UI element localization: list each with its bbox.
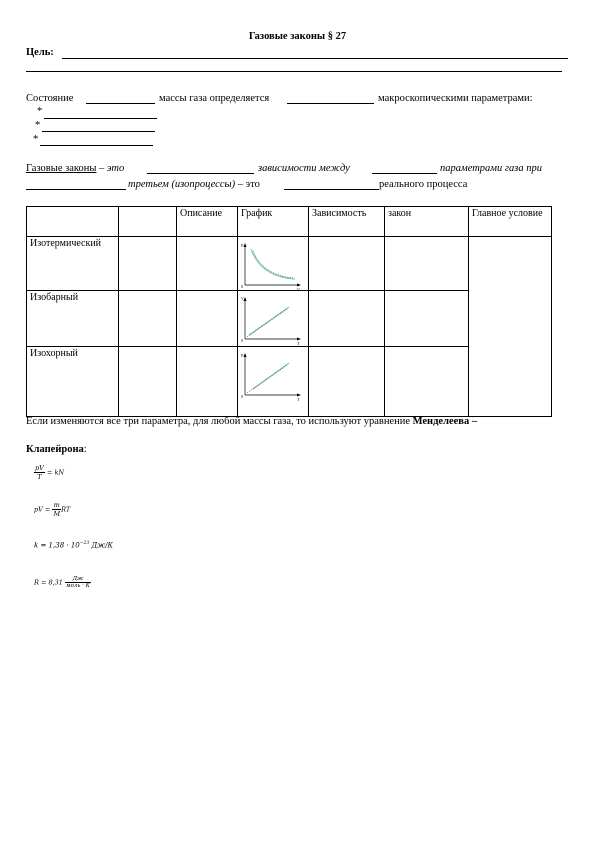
f1-numerator: pV bbox=[35, 464, 44, 472]
table-cell bbox=[177, 237, 238, 291]
state-text-2: массы газа определяется bbox=[159, 93, 270, 104]
row-name-isochoric: Изохорный bbox=[27, 347, 119, 417]
isotherm-curve bbox=[251, 249, 295, 279]
isoprocess-table bbox=[26, 206, 552, 417]
f3-exponent: −23 bbox=[79, 541, 90, 546]
bullet-2: * bbox=[35, 120, 41, 131]
state-text-3: макроскопическими параметрами: bbox=[378, 93, 533, 104]
laws-line-2 bbox=[128, 179, 260, 190]
isotherm-graph bbox=[241, 241, 305, 292]
table-cell bbox=[385, 237, 469, 291]
header-cell-dependency: Зависимость bbox=[309, 207, 385, 237]
goal-blank-1 bbox=[62, 58, 568, 59]
table-cell bbox=[385, 347, 469, 417]
state-blank-1 bbox=[86, 103, 155, 104]
conclusion-bold-2: Клапейрона bbox=[26, 444, 84, 455]
origin-label: 0 bbox=[241, 284, 243, 289]
laws-blank-1 bbox=[147, 173, 254, 174]
formula-1 bbox=[34, 464, 64, 481]
conclusion-bold-1: Менделеева – bbox=[412, 416, 478, 427]
laws-label: Газовые законы bbox=[26, 163, 97, 174]
bullet-blank-1 bbox=[44, 118, 157, 119]
bullet-blank-3 bbox=[40, 145, 153, 146]
y-arrow bbox=[244, 297, 247, 301]
laws-text-mid: – это bbox=[235, 179, 260, 190]
table-cell bbox=[385, 291, 469, 347]
laws-italic-2: зависимости между bbox=[258, 163, 350, 174]
f1-denominator: T bbox=[37, 473, 42, 481]
laws-blank-3 bbox=[26, 189, 126, 190]
f4-lhs: R = 8,31 bbox=[34, 578, 66, 587]
bullet-1: * bbox=[37, 106, 43, 117]
table-cell bbox=[309, 237, 385, 291]
table-row bbox=[27, 237, 552, 291]
header-cell-1 bbox=[119, 207, 177, 237]
state-blank-2 bbox=[287, 103, 374, 104]
f4-numerator: Дж bbox=[65, 576, 91, 583]
table-cell bbox=[177, 291, 238, 347]
goal-blank-2 bbox=[26, 71, 562, 72]
isobar-line bbox=[249, 307, 289, 335]
bullet-3: * bbox=[33, 134, 39, 145]
conclusion-line-2 bbox=[26, 444, 87, 455]
bullet-blank-2 bbox=[42, 131, 155, 132]
laws-text-end: реального процесса bbox=[379, 179, 468, 190]
laws-italic-4: третьем (изопроцессы) bbox=[128, 179, 236, 190]
header-cell-graph: График bbox=[238, 207, 309, 237]
x-axis-label: T bbox=[297, 397, 300, 402]
conclusion-colon: : bbox=[83, 444, 87, 455]
state-text-1: Состояние bbox=[26, 93, 74, 104]
origin-label: 0 bbox=[241, 338, 243, 343]
table-cell bbox=[309, 347, 385, 417]
f4-denominator: моль · К bbox=[66, 583, 90, 589]
isobar-graph bbox=[241, 295, 305, 346]
f2-rhs: RT bbox=[61, 505, 71, 514]
y-arrow bbox=[244, 243, 247, 247]
laws-italic-3: параметрами газа при bbox=[440, 163, 542, 174]
y-axis-label: p bbox=[241, 242, 243, 247]
table-cell bbox=[177, 347, 238, 417]
f3-text: k = 1,38 · 10 bbox=[34, 541, 80, 550]
graph-cell-isochoric bbox=[238, 347, 309, 417]
formula-3 bbox=[34, 541, 113, 549]
table-cell bbox=[119, 291, 177, 347]
f2-lhs: pV = bbox=[34, 505, 53, 514]
header-cell-main-condition: Главное условие bbox=[469, 207, 552, 237]
y-axis-label: p bbox=[241, 352, 243, 357]
laws-blank-4 bbox=[284, 189, 379, 190]
graph-cell-isothermal bbox=[238, 237, 309, 291]
page-title: Газовые законы § 27 bbox=[248, 31, 347, 42]
header-cell-0 bbox=[27, 207, 119, 237]
table-cell bbox=[309, 291, 385, 347]
header-cell-law: закон bbox=[385, 207, 469, 237]
main-condition-cell bbox=[469, 237, 552, 417]
y-arrow bbox=[244, 353, 247, 357]
formula-2 bbox=[34, 501, 70, 518]
f2-denominator: M bbox=[53, 510, 61, 518]
conclusion-text: Если изменяются все три параметра, для любой массы газа, то используют уравнение bbox=[26, 416, 413, 427]
x-axis-label: V bbox=[297, 287, 300, 292]
row-name-isothermal: Изотермический bbox=[27, 237, 119, 291]
f1-rhs: = kN bbox=[44, 468, 65, 477]
laws-line-1 bbox=[26, 163, 124, 174]
graph-cell-isobaric bbox=[238, 291, 309, 347]
table-cell bbox=[119, 347, 177, 417]
header-cell-description: Описание bbox=[177, 207, 238, 237]
y-axis-label: V bbox=[241, 296, 244, 301]
laws-dash: – bbox=[96, 163, 107, 174]
conclusion-line-1 bbox=[26, 416, 477, 427]
row-name-isobaric: Изобарный bbox=[27, 291, 119, 347]
laws-blank-2 bbox=[372, 173, 437, 174]
laws-italic-1: это bbox=[106, 163, 125, 174]
x-axis-label: T bbox=[297, 341, 300, 346]
f3-unit: Дж/К bbox=[89, 541, 113, 550]
goal-label: Цель: bbox=[26, 47, 54, 58]
table-header-row bbox=[27, 207, 552, 237]
f2-numerator: m bbox=[53, 501, 60, 509]
formula-4 bbox=[34, 576, 91, 589]
isochore-graph bbox=[241, 351, 305, 402]
origin-label: 0 bbox=[241, 394, 243, 399]
table-cell bbox=[119, 237, 177, 291]
